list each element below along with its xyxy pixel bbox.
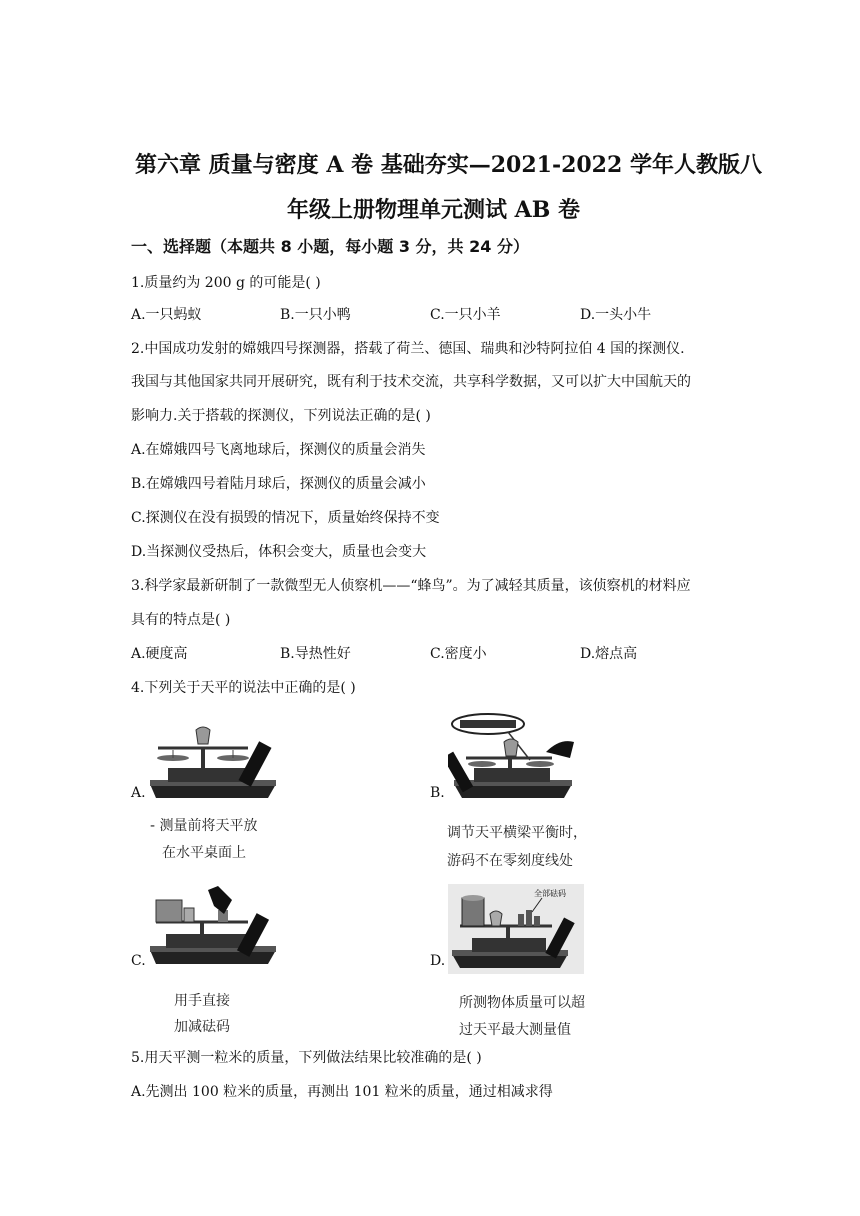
question-2-line-1: 2.中国成功发射的嫦娥四号探测器，搭载了荷兰、德国、瑞典和沙特阿拉伯 4 国的探测仪. xyxy=(131,341,685,357)
figure-c-caption-line-1: 用手直接 xyxy=(174,993,230,1009)
figure-b-caption-line-2: 游码不在零刻度线处 xyxy=(447,853,573,869)
question-3-option-d: D.熔点高 xyxy=(580,646,638,662)
title-line-1: 第六章 质量与密度 A 卷 基础夯实—2021-2022 学年人教版八 xyxy=(135,152,762,178)
balance-image-a xyxy=(148,722,278,802)
question-2-option-d: D.当探测仪受热后，体积会变大，质量也会变大 xyxy=(131,544,427,560)
question-2-line-3: 影响力.关于搭载的探测仪，下列说法正确的是( ) xyxy=(131,408,431,424)
question-3-line-2: 具有的特点是( ) xyxy=(131,612,231,628)
figure-b-letter: B. xyxy=(430,785,445,801)
question-1-stem: 1.质量约为 200 g 的可能是( ) xyxy=(131,275,321,291)
figure-d-caption-line-1: 所测物体质量可以超 xyxy=(459,995,585,1011)
figure-c-letter: C. xyxy=(131,953,146,969)
question-3-line-1: 3.科学家最新研制了一款微型无人侦察机——“蜂鸟”。为了减轻其质量，该侦察机的材料应 xyxy=(131,578,691,594)
question-3-option-b: B.导热性好 xyxy=(280,646,351,662)
balance-image-d xyxy=(448,884,584,974)
question-1-option-b: B.一只小鸭 xyxy=(280,307,351,323)
question-2-line-2: 我国与其他国家共同开展研究，既有利于技术交流，共享科学数据，又可以扩大中国航天的 xyxy=(131,374,691,390)
figure-d-inner-label: 全部砝码 xyxy=(534,889,566,898)
figure-d-caption-line-2: 过天平最大测量值 xyxy=(459,1022,571,1038)
question-5-stem: 5.用天平测一粒米的质量，下列做法结果比较准确的是( ) xyxy=(131,1050,482,1066)
title-line-2: 年级上册物理单元测试 AB 卷 xyxy=(287,197,580,223)
figure-a-letter: A. xyxy=(131,785,146,801)
figure-d-letter: D. xyxy=(430,953,446,969)
question-3-option-c: C.密度小 xyxy=(430,646,487,662)
question-2-option-b: B.在嫦娥四号着陆月球后，探测仪的质量会减小 xyxy=(131,476,426,492)
question-3-option-a: A.硬度高 xyxy=(131,646,188,662)
section-heading: 一、选择题（本题共 8 小题，每小题 3 分，共 24 分） xyxy=(131,237,529,256)
question-5-option-a: A.先测出 100 粒米的质量，再测出 101 粒米的质量，通过相减求得 xyxy=(131,1084,553,1100)
figure-a-caption-line-1: - 测量前将天平放 xyxy=(150,818,258,834)
balance-image-c xyxy=(148,886,278,970)
figure-b-caption-line-1: 调节天平横梁平衡时， xyxy=(447,825,587,841)
question-1-option-d: D.一头小牛 xyxy=(580,307,652,323)
figure-c-caption-line-2: 加减砝码 xyxy=(174,1019,230,1035)
question-1-option-c: C.一只小羊 xyxy=(430,307,501,323)
balance-image-b xyxy=(448,712,578,802)
question-2-option-c: C.探测仪在没有损毁的情况下，质量始终保持不变 xyxy=(131,510,440,526)
question-1-option-a: A.一只蚂蚁 xyxy=(131,307,202,323)
question-2-option-a: A.在嫦娥四号飞离地球后，探测仪的质量会消失 xyxy=(131,442,426,458)
figure-a-caption-line-2: 在水平桌面上 xyxy=(162,845,246,861)
question-4-stem: 4.下列关于天平的说法中正确的是( ) xyxy=(131,680,356,696)
